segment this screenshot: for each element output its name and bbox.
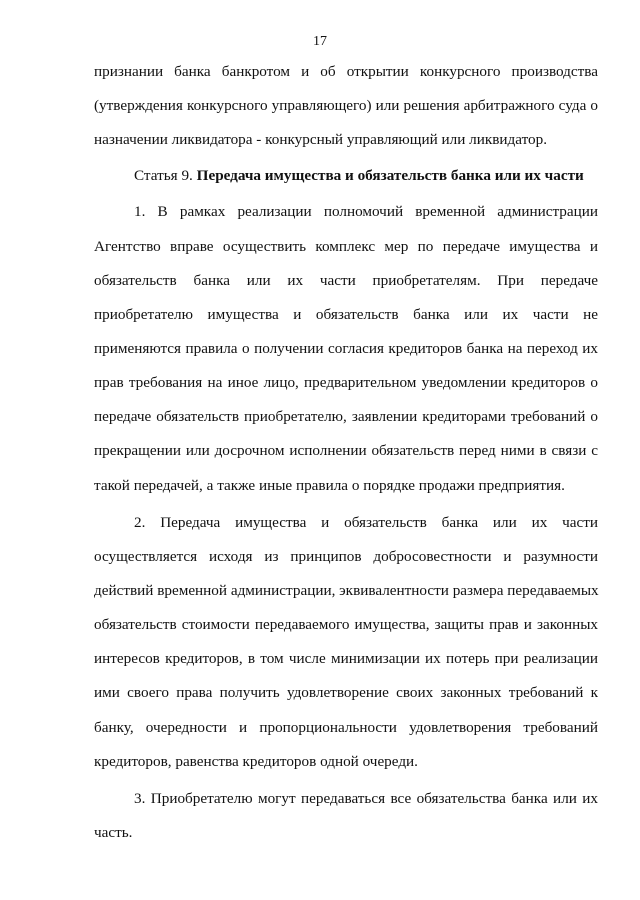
page-number: 17 <box>313 34 327 49</box>
article-heading <box>134 166 598 186</box>
paragraph-1-line: прав требования на иное лицо, предварительном уведомлении кредиторов о <box>94 374 598 391</box>
paragraph-2-line: банку, очередности и пропорциональности удовлетворения требований <box>94 719 598 736</box>
paragraph-1-line: передаче обязательств приобретателю, заявлении кредиторами требований о <box>94 408 598 425</box>
paragraph-3-line: 3. Приобретателю могут передаваться все обязательства банка или их <box>134 790 598 807</box>
paragraph-2-line: интересов кредиторов, в том числе минимизации их потерь при реализации <box>94 650 598 667</box>
paragraph-2-line: действий временной администрации, эквивалентности размера передаваемых <box>94 582 599 599</box>
paragraph-3-line: часть. <box>94 824 133 841</box>
text-line: признании банка банкротом и об открытии конкурсного производства <box>94 63 598 80</box>
paragraph-1-line: обязательств банка или их части приобретателям. При передаче <box>94 272 598 289</box>
article-prefix: Статья 9. <box>134 167 193 184</box>
paragraph-1-line: прекращении или досрочном исполнении обязательств перед ними в связи с <box>94 442 598 459</box>
text-line: (утверждения конкурсного управляющего) или решения арбитражного суда о <box>94 97 598 114</box>
paragraph-2-line: осуществляется исходя из принципов добросовестности и разумности <box>94 548 598 565</box>
paragraph-2-line: ими своего права получить удовлетворение своих законных требований к <box>94 684 598 701</box>
text-line: назначении ликвидатора - конкурсный управляющий или ликвидатор. <box>94 131 548 148</box>
paragraph-1-line: применяются правила о получении согласия кредиторов банка на переход их <box>94 340 598 357</box>
paragraph-1-line: такой передачей, а также иные правила о порядке продажи предприятия. <box>94 477 565 494</box>
paragraph-1-line: приобретателю имущества и обязательств банка или их части не <box>94 306 598 323</box>
paragraph-1-line: Агентство вправе осуществить комплекс мер по передаче имущества и <box>94 238 598 255</box>
paragraph-1-line: 1. В рамках реализации полномочий временной администрации <box>134 203 598 220</box>
paragraph-2-line: обязательств стоимости передаваемого имущества, защиты прав и законных <box>94 616 598 633</box>
paragraph-2-line: кредиторов, равенства кредиторов одной очереди. <box>94 753 418 770</box>
article-title: Передача имущества и обязательств банка или их части <box>196 167 584 184</box>
paragraph-2-line: 2. Передача имущества и обязательств банка или их части <box>134 514 598 531</box>
